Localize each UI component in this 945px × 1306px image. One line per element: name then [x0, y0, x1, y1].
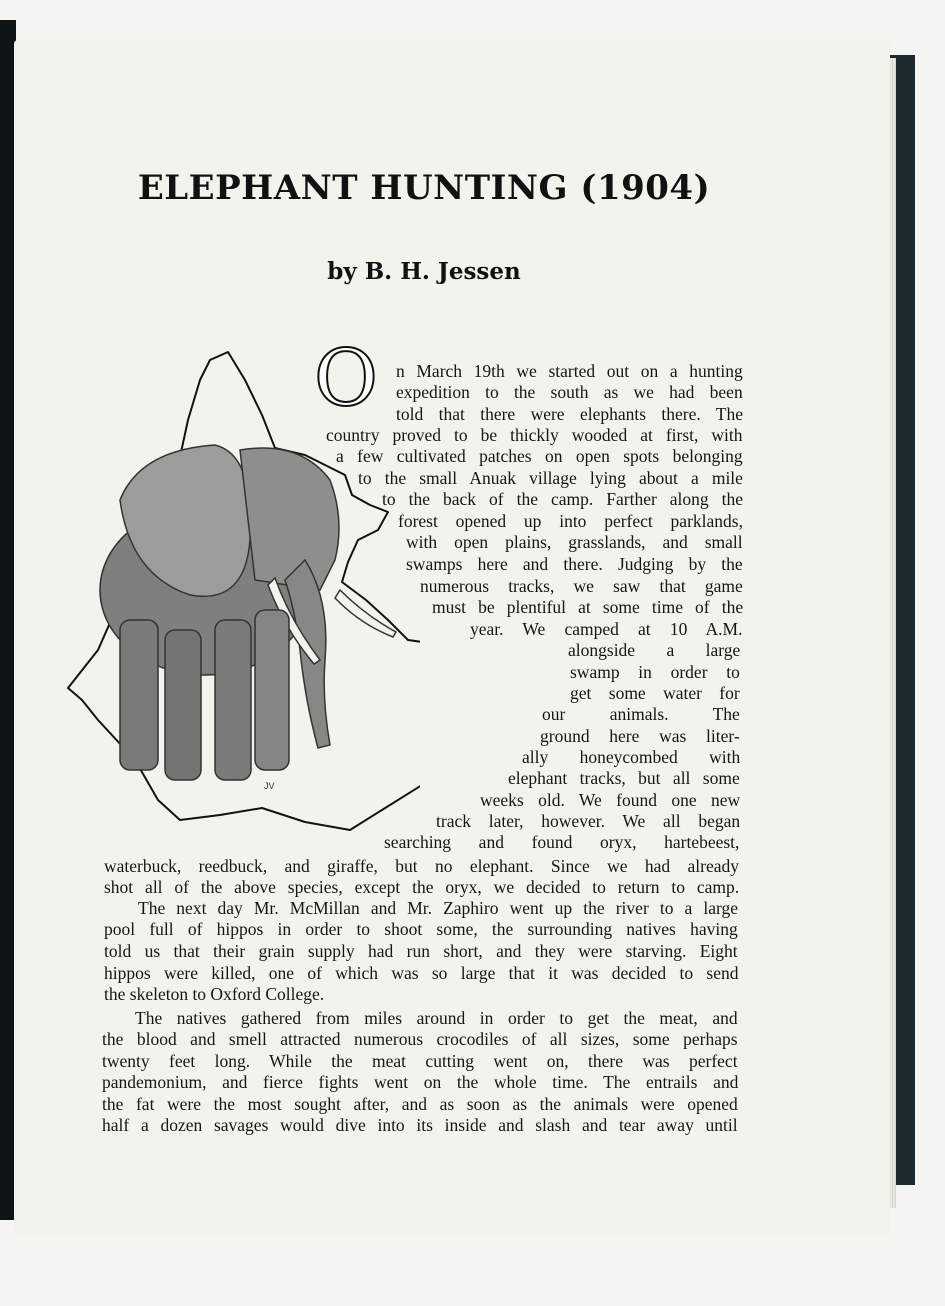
text-line: numerous tracks, we saw that game [420, 576, 743, 596]
text-line: swamp in order to [570, 662, 740, 682]
text-line: shot all of the above species, except the oryx, we decided to return to camp. [104, 877, 740, 897]
text-line: forest opened up into perfect parklands, [398, 511, 743, 531]
text-line: weeks old. We found one new [480, 790, 741, 810]
text-line: waterbuck, reedbuck, and giraffe, but no elephant. Since we had already [104, 856, 740, 876]
text-line: with open plains, grasslands, and small [406, 532, 743, 552]
text-line: elephant tracks, but all some [508, 768, 740, 788]
text-line: country proved to be thickly wooded at first, with [326, 425, 743, 445]
text-line: twenty feet long. While the meat cutting went on, there was perfect [102, 1051, 738, 1071]
text-line: the fat were the most sought after, and as soon as the animals were opened [102, 1094, 738, 1114]
text-line: The next day Mr. McMillan and Mr. Zaphiro went up the river to a large [138, 898, 739, 918]
artist-signature: JV [264, 781, 275, 791]
text-line: track later, however. We all began [436, 811, 741, 831]
text-line: expedition to the south as we had been [396, 382, 743, 402]
text-line: searching and found oryx, hartebeest, [384, 832, 740, 852]
text-line: pandemonium, and fierce fights went on the whole time. The entrails and [102, 1072, 739, 1092]
text-line: swamps here and there. Judging by the [406, 554, 743, 574]
article-byline: by B. H. Jessen [327, 258, 521, 285]
text-line: told us that their grain supply had run short, and they were starving. Eight [104, 941, 738, 961]
text-line: ally honeycombed with [522, 747, 741, 767]
text-line: half a dozen savages would dive into its inside and slash and tear away until [102, 1115, 738, 1135]
text-line: The natives gathered from miles around in order to get the meat, and [135, 1008, 738, 1028]
drop-cap: O [314, 334, 378, 424]
text-line: get some water for [570, 683, 740, 703]
text-line: year. We camped at 10 A.M. [470, 619, 743, 639]
text-line: ground here was liter- [540, 726, 740, 746]
text-line: told that there were elephants there. The [396, 404, 744, 424]
text-line: the blood and smell attracted numerous crocodiles of all sizes, some perhaps [102, 1029, 738, 1049]
article-title: ELEPHANT HUNTING (1904) [137, 168, 711, 208]
text-line: our animals. The [542, 704, 740, 724]
text-line: to the back of the camp. Farther along the [382, 489, 744, 509]
text-line: a few cultivated patches on open spots belonging [336, 446, 743, 466]
text-line: alongside a large [568, 640, 741, 660]
text-line: hippos were killed, one of which was so large that it was decided to send [104, 963, 739, 983]
text-line: to the small Anuak village lying about a mile [358, 468, 743, 488]
text-line: pool full of hippos in order to shoot some, the surrounding natives having [104, 919, 738, 939]
text-line: must be plentiful at some time of the [432, 597, 744, 617]
text-line: n March 19th we started out on a hunting [396, 361, 743, 381]
text-line: the skeleton to Oxford College. [104, 984, 325, 1004]
